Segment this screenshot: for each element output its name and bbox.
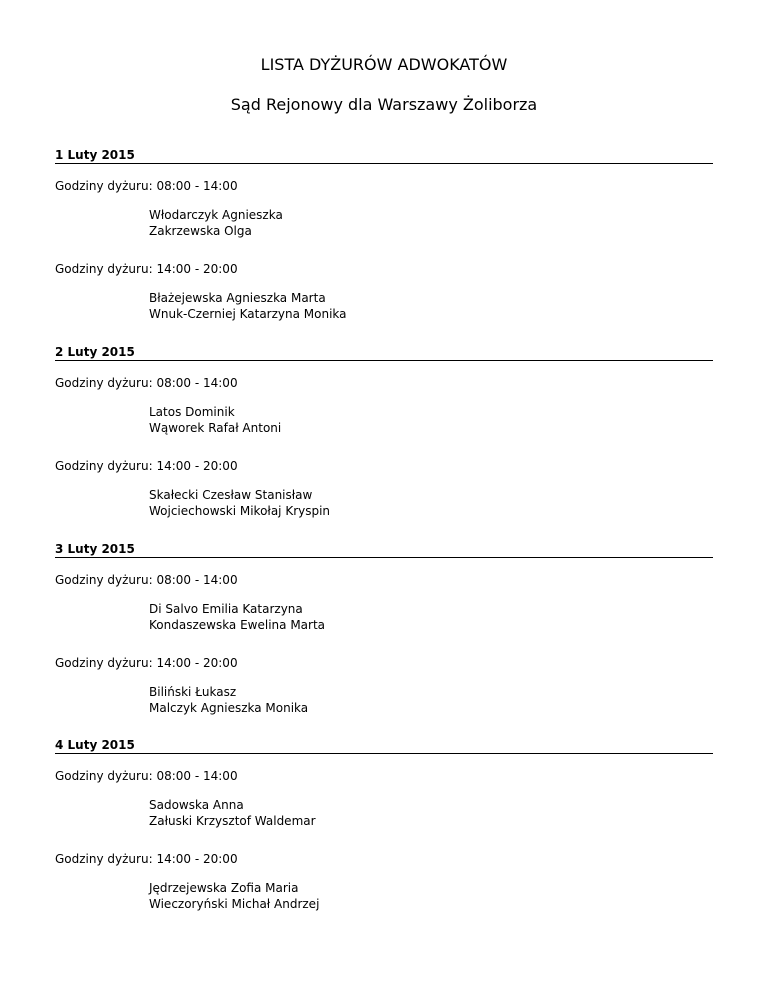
- shift-block: [55, 178, 713, 248]
- day-section: [55, 344, 713, 534]
- shift-block: [55, 375, 713, 445]
- lawyer-name: Włodarczyk Agnieszka: [149, 208, 283, 222]
- lawyer-name: Skałecki Czesław Stanisław: [149, 488, 313, 502]
- lawyer-name: Błażejewska Agnieszka Marta: [149, 291, 326, 305]
- lawyer-list: [149, 601, 325, 633]
- day-date-heading: 4 Luty 2015: [55, 738, 135, 752]
- lawyer-name: Latos Dominik: [149, 405, 235, 419]
- day-divider: [55, 557, 713, 558]
- lawyer-name: Jędrzejewska Zofia Maria: [149, 881, 299, 895]
- document-title: LISTA DYŻURÓW ADWOKATÓW: [260, 55, 508, 74]
- day-section: [55, 147, 713, 337]
- shift-hours-label: [55, 851, 238, 867]
- shift-hours: 14:00 - 20:00: [156, 459, 238, 473]
- lawyer-list: [149, 487, 330, 519]
- lawyer-name: Wieczoryński Michał Andrzej: [149, 897, 320, 911]
- lawyer-name: Di Salvo Emilia Katarzyna: [149, 602, 303, 616]
- document-subtitle: Sąd Rejonowy dla Warszawy Żoliborza: [230, 95, 538, 114]
- shift-hours: 14:00 - 20:00: [156, 852, 238, 866]
- lawyer-list: [149, 797, 316, 829]
- day-section: [55, 737, 713, 927]
- lawyer-list: [149, 207, 283, 239]
- shift-block: [55, 261, 713, 331]
- day-date-heading: 1 Luty 2015: [55, 148, 135, 162]
- shift-hours: 14:00 - 20:00: [156, 656, 238, 670]
- shift-label-prefix: Godziny dyżuru:: [55, 376, 153, 390]
- shift-label-prefix: Godziny dyżuru:: [55, 179, 153, 193]
- shift-hours-label: [55, 458, 238, 474]
- day-divider: [55, 360, 713, 361]
- shift-hours-label: [55, 768, 238, 784]
- lawyer-name: Kondaszewska Ewelina Marta: [149, 618, 326, 632]
- shift-hours-label: [55, 572, 238, 588]
- shift-hours: 08:00 - 14:00: [156, 179, 238, 193]
- lawyer-list: [149, 684, 308, 716]
- shift-label-prefix: Godziny dyżuru:: [55, 459, 153, 473]
- lawyer-list: [149, 290, 347, 322]
- shift-label-prefix: Godziny dyżuru:: [55, 769, 153, 783]
- lawyer-name: Załuski Krzysztof Waldemar: [149, 814, 316, 828]
- lawyer-name: Wąworek Rafał Antoni: [149, 421, 282, 435]
- day-section: [55, 541, 713, 731]
- shift-hours-label: [55, 655, 238, 671]
- day-divider: [55, 163, 713, 164]
- shift-hours: 08:00 - 14:00: [156, 769, 238, 783]
- lawyer-list: [149, 404, 281, 436]
- shift-block: [55, 655, 713, 725]
- lawyer-name: Wojciechowski Mikołaj Kryspin: [149, 504, 331, 518]
- shift-hours-label: [55, 178, 238, 194]
- shift-label-prefix: Godziny dyżuru:: [55, 656, 153, 670]
- lawyer-name: Wnuk-Czerniej Katarzyna Monika: [149, 307, 347, 321]
- shift-hours-label: [55, 375, 238, 391]
- shift-hours: 14:00 - 20:00: [156, 262, 238, 276]
- shift-label-prefix: Godziny dyżuru:: [55, 573, 153, 587]
- shift-label-prefix: Godziny dyżuru:: [55, 262, 153, 276]
- shift-block: [55, 768, 713, 838]
- lawyer-name: Malczyk Agnieszka Monika: [149, 701, 309, 715]
- lawyer-name: Biliński Łukasz: [149, 685, 237, 699]
- shift-block: [55, 572, 713, 642]
- shift-block: [55, 851, 713, 921]
- shift-label-prefix: Godziny dyżuru:: [55, 852, 153, 866]
- day-divider: [55, 753, 713, 754]
- lawyer-name: Zakrzewska Olga: [149, 224, 252, 238]
- shift-hours: 08:00 - 14:00: [156, 573, 238, 587]
- lawyer-name: Sadowska Anna: [149, 798, 244, 812]
- day-date-heading: 2 Luty 2015: [55, 345, 135, 359]
- day-date-heading: 3 Luty 2015: [55, 542, 135, 556]
- shift-block: [55, 458, 713, 528]
- shift-hours-label: [55, 261, 238, 277]
- lawyer-list: [149, 880, 319, 912]
- shift-hours: 08:00 - 14:00: [156, 376, 238, 390]
